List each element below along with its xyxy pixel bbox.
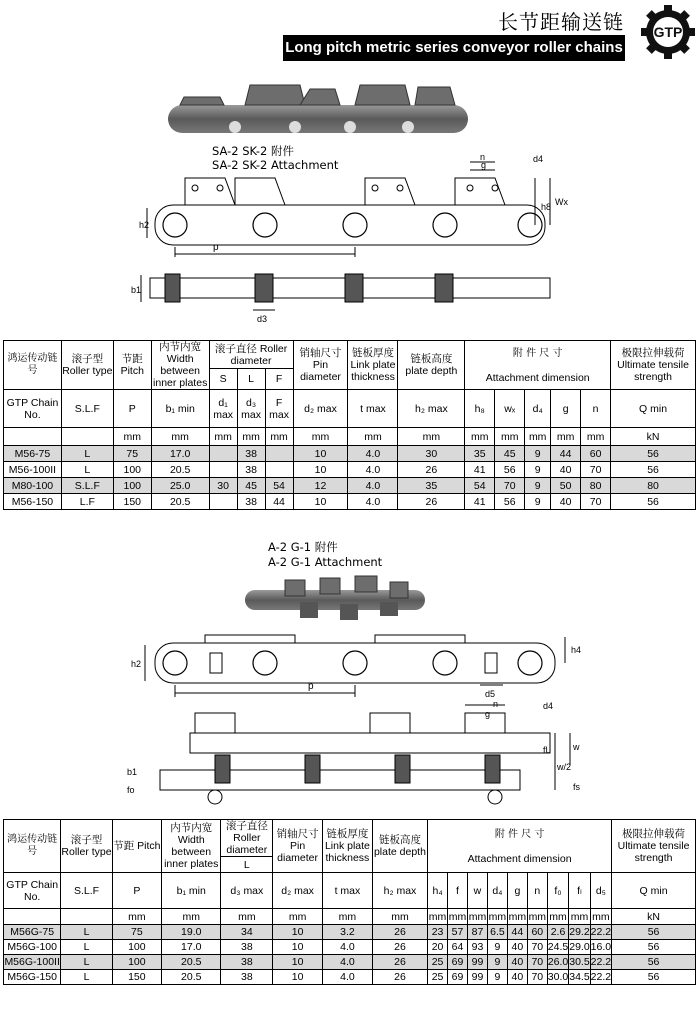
sym-fo: f₀: [547, 873, 568, 909]
svg-text:h8: h8: [541, 202, 552, 212]
cell: 9: [487, 970, 507, 985]
svg-text:p: p: [213, 242, 219, 253]
cell: 44: [551, 446, 581, 462]
svg-text:h4: h4: [571, 645, 582, 655]
cell: 70: [527, 940, 547, 955]
cell: 4.0: [322, 955, 372, 970]
th-pin: 销轴尺寸 Pin diameter: [273, 820, 323, 873]
cell: 22.2: [590, 926, 612, 938]
svg-text:b1: b1: [131, 285, 142, 295]
cell: 26: [372, 955, 427, 970]
cell: 30.5: [569, 956, 590, 968]
cell: 25: [428, 970, 448, 985]
sym-slf: S.L.F: [61, 390, 113, 428]
unit: mm: [348, 428, 398, 446]
cell: 38: [221, 970, 273, 985]
cell: 9: [487, 955, 507, 970]
cell: 45: [495, 446, 525, 462]
sym-g: g: [551, 390, 581, 428]
sym-n: n: [581, 390, 611, 428]
cell: 20.5: [151, 494, 209, 510]
unit: mm: [495, 428, 525, 446]
cell: 35: [465, 446, 495, 462]
cell: M80-100: [4, 478, 62, 494]
cell: M56-150: [4, 494, 62, 510]
cell: 26: [398, 494, 465, 510]
cell: 10: [293, 462, 348, 478]
sym-d5: d₅: [590, 873, 611, 909]
caption-a2-cn: A-2 G-1 附件: [268, 540, 338, 554]
cell: 4.0: [348, 446, 398, 462]
cell: L: [61, 940, 112, 955]
cell: 10: [273, 970, 323, 985]
cell: 20.5: [151, 462, 209, 478]
cell: 4.0: [322, 970, 372, 985]
cell: 60: [527, 925, 547, 940]
sym-d2: d₂ max: [293, 390, 348, 428]
th-width: 内节内宽 Width between inner plates: [153, 341, 208, 389]
cell: 9: [525, 478, 551, 494]
cell: 24.5: [547, 941, 569, 953]
th-l: L: [237, 369, 265, 390]
cell: 20.5: [162, 955, 221, 970]
cell: M56G-75: [4, 925, 61, 940]
th-chain: 鸿运传动链号: [4, 341, 62, 390]
cell: 38: [237, 446, 265, 462]
spec-table-sa2: [3, 340, 696, 510]
svg-text:d4: d4: [533, 154, 544, 164]
sa2-side-view: [139, 152, 568, 257]
cell: 26.0: [547, 956, 569, 968]
cell: L.F: [61, 494, 113, 510]
th-plate: 链板厚度 Link plate thickness: [348, 341, 398, 390]
sym-d1: d₁ max: [209, 390, 237, 428]
svg-text:n: n: [493, 699, 499, 709]
unit: mm: [465, 428, 495, 446]
cell: 56: [612, 925, 696, 940]
cell: 56: [495, 494, 525, 510]
sym-wx: wₓ: [495, 390, 525, 428]
svg-text:fo: fo: [127, 785, 135, 795]
th-s: S: [209, 369, 237, 390]
cell: 100: [112, 955, 161, 970]
cell: 40: [507, 940, 527, 955]
cell: 30: [398, 446, 465, 462]
th-attach: 附 件 尺 寸 Attachment dimension: [428, 820, 612, 873]
th-pitch: 节距 Pitch: [113, 341, 151, 390]
cell: 22.2: [590, 956, 612, 968]
cell: 30: [209, 478, 237, 494]
sym-d4: d₄: [487, 873, 507, 909]
cell: 100: [113, 478, 151, 494]
cell: 150: [112, 970, 161, 985]
cell: [209, 462, 237, 478]
cell: M56G-100II: [4, 956, 60, 968]
a2-top-view: [127, 699, 581, 804]
sym-p: P: [112, 873, 161, 909]
cell: 57: [448, 925, 468, 940]
cell: 10: [273, 955, 323, 970]
unit: mm: [293, 428, 348, 446]
cell: 56: [611, 446, 696, 462]
svg-text:h2: h2: [131, 659, 142, 669]
table-row: [4, 494, 696, 510]
cell: 40: [551, 494, 581, 510]
sym-fl: fₗ: [569, 873, 590, 909]
cell: 9: [525, 446, 551, 462]
cell: 6.5: [487, 925, 507, 940]
cell: 69: [448, 970, 468, 985]
cell: 2.6: [547, 925, 568, 940]
cell: 56: [495, 462, 525, 478]
cell: 20.5: [162, 970, 221, 985]
svg-text:Wx: Wx: [555, 197, 568, 207]
cell: 54: [265, 478, 293, 494]
cell: 150: [113, 494, 151, 510]
cell: 22.2: [590, 971, 612, 983]
cell: [209, 446, 237, 462]
sym-chain: GTP Chain No.: [4, 873, 61, 909]
sym-t: t max: [322, 873, 372, 909]
unit: mm: [372, 909, 427, 925]
cell: 4.0: [348, 478, 398, 494]
cell: 4.0: [348, 494, 398, 510]
cell: 69: [448, 955, 468, 970]
svg-text:GTP: GTP: [653, 24, 683, 40]
cell: 9: [487, 940, 507, 955]
cell: 41: [465, 462, 495, 478]
sym-g: g: [507, 873, 527, 909]
th-pitch: 节距 Pitch: [112, 820, 161, 873]
cell: 12: [293, 478, 348, 494]
sym-h4: h₄: [428, 873, 448, 909]
svg-text:fL: fL: [543, 745, 551, 755]
cell: 30.0: [547, 971, 569, 983]
cell: 70: [581, 462, 611, 478]
page-title-en: Long pitch metric series conveyor roller chains: [283, 35, 625, 61]
th-plate: 链板厚度 Link plate thickness: [322, 820, 372, 873]
unit: mm: [398, 428, 465, 446]
cell: L: [61, 446, 113, 462]
sym-q: Q min: [611, 390, 696, 428]
cell: [265, 446, 293, 462]
svg-text:w/2: w/2: [557, 762, 572, 772]
th-roller-dia: 滚子直径 Roller diameter: [221, 820, 273, 857]
cell: L: [61, 970, 112, 985]
cell: 100: [112, 940, 161, 955]
svg-text:w: w: [573, 742, 580, 752]
sym-w: w: [467, 873, 487, 909]
cell: 38: [221, 940, 273, 955]
unit: mm: [322, 909, 372, 925]
unit: mm: [112, 909, 161, 925]
svg-text:d4: d4: [543, 701, 554, 711]
th-roller-type: 滚子型 Roller type: [61, 341, 113, 390]
caption-sa2-cn: SA-2 SK-2 附件: [212, 144, 295, 158]
cell: M56-75: [4, 446, 62, 462]
cell: 40: [507, 970, 527, 985]
cell: 70: [527, 970, 547, 985]
unit: mm: [581, 428, 611, 446]
unit: mm: [468, 910, 487, 923]
cell: 26: [398, 462, 465, 478]
svg-text:g: g: [485, 709, 491, 719]
unit: mm: [508, 910, 527, 923]
sym-n: n: [527, 873, 547, 909]
cell: 38: [237, 462, 265, 478]
svg-text:fs: fs: [573, 782, 581, 792]
drawing-a2-attachment: [125, 625, 585, 815]
th-depth: 链板高度 plate depth: [372, 820, 427, 873]
sym-f: F max: [265, 390, 293, 428]
th-pin: 销轴尺寸 Pin diameter: [293, 341, 348, 390]
th-strength: 极限拉伸载荷 Ultimate tensile strength: [611, 341, 696, 390]
th-chain: 鸿运传动链号: [4, 820, 61, 873]
svg-text:d5: d5: [485, 689, 496, 699]
cell: 70: [527, 955, 547, 970]
table-row: [4, 970, 696, 985]
th-l: L: [221, 857, 273, 873]
cell: 17.0: [162, 940, 221, 955]
unit: mm: [525, 428, 551, 446]
sym-q: Q min: [612, 873, 696, 909]
sym-h8: h₈: [465, 390, 495, 428]
cell: 10: [273, 925, 323, 940]
unit: kN: [611, 428, 696, 446]
cell: 45: [237, 478, 265, 494]
sym-f: f: [448, 873, 468, 909]
sym-d3: d₃ max: [221, 873, 273, 909]
cell: 10: [293, 494, 348, 510]
cell: 50: [551, 478, 581, 494]
unit: mm: [237, 428, 265, 446]
chain-photo-a2: [240, 570, 430, 625]
cell: L: [61, 462, 113, 478]
cell: 44: [265, 494, 293, 510]
cell: 26: [372, 925, 427, 940]
unit: mm: [162, 909, 221, 925]
chain-photo-sa2: [160, 75, 480, 145]
cell: 23: [428, 925, 448, 940]
cell: 34: [221, 925, 273, 940]
cell: 41: [465, 494, 495, 510]
cell: M56-100II: [4, 462, 62, 478]
th-f: F: [265, 369, 293, 390]
cell: 16.0: [590, 941, 612, 953]
cell: 40: [551, 462, 581, 478]
table-row: [4, 478, 696, 494]
cell: 38: [237, 494, 265, 510]
cell: L: [61, 955, 112, 970]
cell: [209, 494, 237, 510]
a2-side-view: [131, 635, 581, 699]
cell: 29.2: [569, 926, 590, 938]
cell: 10: [293, 446, 348, 462]
unit: mm: [592, 910, 610, 923]
spec-table-a2: [3, 819, 696, 985]
caption-sa2-en: SA-2 SK-2 Attachment: [212, 158, 339, 172]
unit: mm: [221, 909, 273, 925]
cell: M56G-100: [4, 940, 61, 955]
table-row: [4, 955, 696, 970]
unit: mm: [448, 910, 467, 923]
drawing-sa2-attachment: [125, 150, 585, 335]
cell: 17.0: [151, 446, 209, 462]
unit: mm: [113, 428, 151, 446]
cell: 56: [612, 955, 696, 970]
cell: 34.5: [569, 971, 590, 983]
sym-d2: d₂ max: [273, 873, 323, 909]
cell: 40: [507, 955, 527, 970]
th-depth: 链板高度 plate depth: [398, 341, 465, 390]
sym-h2: h₂ max: [398, 390, 465, 428]
cell: 99: [467, 955, 487, 970]
cell: 93: [467, 940, 487, 955]
unit: mm: [273, 909, 323, 925]
cell: 26: [372, 940, 427, 955]
gtp-gear-logo: [640, 4, 696, 60]
th-strength: 极限拉伸载荷 Ultimate tensile strength: [612, 820, 696, 873]
caption-a2-en: A-2 G-1 Attachment: [268, 555, 383, 569]
unit: mm: [570, 910, 589, 923]
cell: 100: [113, 462, 151, 478]
sym-b1: b₁ min: [162, 873, 221, 909]
cell: 44: [507, 925, 527, 940]
cell: 56: [612, 970, 696, 985]
cell: 20: [428, 940, 448, 955]
table-row: [4, 925, 696, 940]
cell: 64: [448, 940, 468, 955]
sym-d4: d₄: [525, 390, 551, 428]
svg-text:g: g: [481, 160, 487, 170]
unit: mm: [209, 428, 237, 446]
cell: 75: [112, 925, 161, 940]
cell: 35: [398, 478, 465, 494]
th-attach: 附 件 尺 寸 Attachment dimension: [465, 341, 611, 390]
sa2-top-view: [131, 274, 550, 324]
cell: 29.0: [569, 941, 590, 953]
table-row: [4, 446, 696, 462]
sym-d3: d₃ max: [237, 390, 265, 428]
cell: 70: [581, 494, 611, 510]
cell: 9: [525, 494, 551, 510]
cell: S.L.F: [61, 478, 113, 494]
sym-slf: S.L.F: [61, 873, 112, 909]
cell: 56: [611, 462, 696, 478]
cell: 38: [221, 955, 273, 970]
th-roller-dia: 滚子直径 Roller diameter: [209, 341, 293, 369]
svg-text:p: p: [308, 681, 314, 692]
unit: mm: [428, 910, 447, 923]
cell: 25.0: [151, 478, 209, 494]
cell: 80: [611, 478, 696, 494]
svg-text:h2: h2: [139, 220, 150, 230]
sym-chain: GTP Chain No.: [4, 390, 62, 428]
th-roller-type: 滚子型 Roller type: [61, 820, 112, 873]
unit: mm: [151, 428, 209, 446]
cell: 4.0: [322, 940, 372, 955]
page-title-cn: 长节距输送链: [498, 10, 624, 34]
cell: [265, 462, 293, 478]
sym-b1: b₁ min: [151, 390, 209, 428]
unit: mm: [488, 910, 507, 923]
cell: 19.0: [162, 925, 221, 940]
unit: mm: [528, 910, 547, 923]
sym-t: t max: [348, 390, 398, 428]
cell: 60: [581, 446, 611, 462]
sym-p: P: [113, 390, 151, 428]
sym-h2: h₂ max: [372, 873, 427, 909]
unit: mm: [549, 910, 567, 923]
unit: mm: [265, 428, 293, 446]
cell: 3.2: [322, 925, 372, 940]
unit: kN: [612, 909, 696, 925]
svg-text:d3: d3: [257, 314, 268, 324]
table-row: [4, 940, 696, 955]
unit: mm: [551, 428, 581, 446]
cell: 4.0: [348, 462, 398, 478]
cell: 10: [273, 940, 323, 955]
svg-text:b1: b1: [127, 767, 138, 777]
cell: 80: [581, 478, 611, 494]
cell: 54: [465, 478, 495, 494]
cell: 70: [495, 478, 525, 494]
cell: 9: [525, 462, 551, 478]
cell: 26: [372, 970, 427, 985]
cell: L: [61, 925, 112, 940]
cell: 56: [612, 940, 696, 955]
cell: 87: [467, 925, 487, 940]
table-row: [4, 462, 696, 478]
cell: M56G-150: [4, 970, 61, 985]
cell: 56: [611, 494, 696, 510]
cell: 25: [428, 955, 448, 970]
cell: 75: [113, 446, 151, 462]
svg-text:n: n: [480, 152, 486, 162]
th-width: 内节内宽 Width between inner plates: [162, 820, 221, 873]
cell: 99: [467, 970, 487, 985]
